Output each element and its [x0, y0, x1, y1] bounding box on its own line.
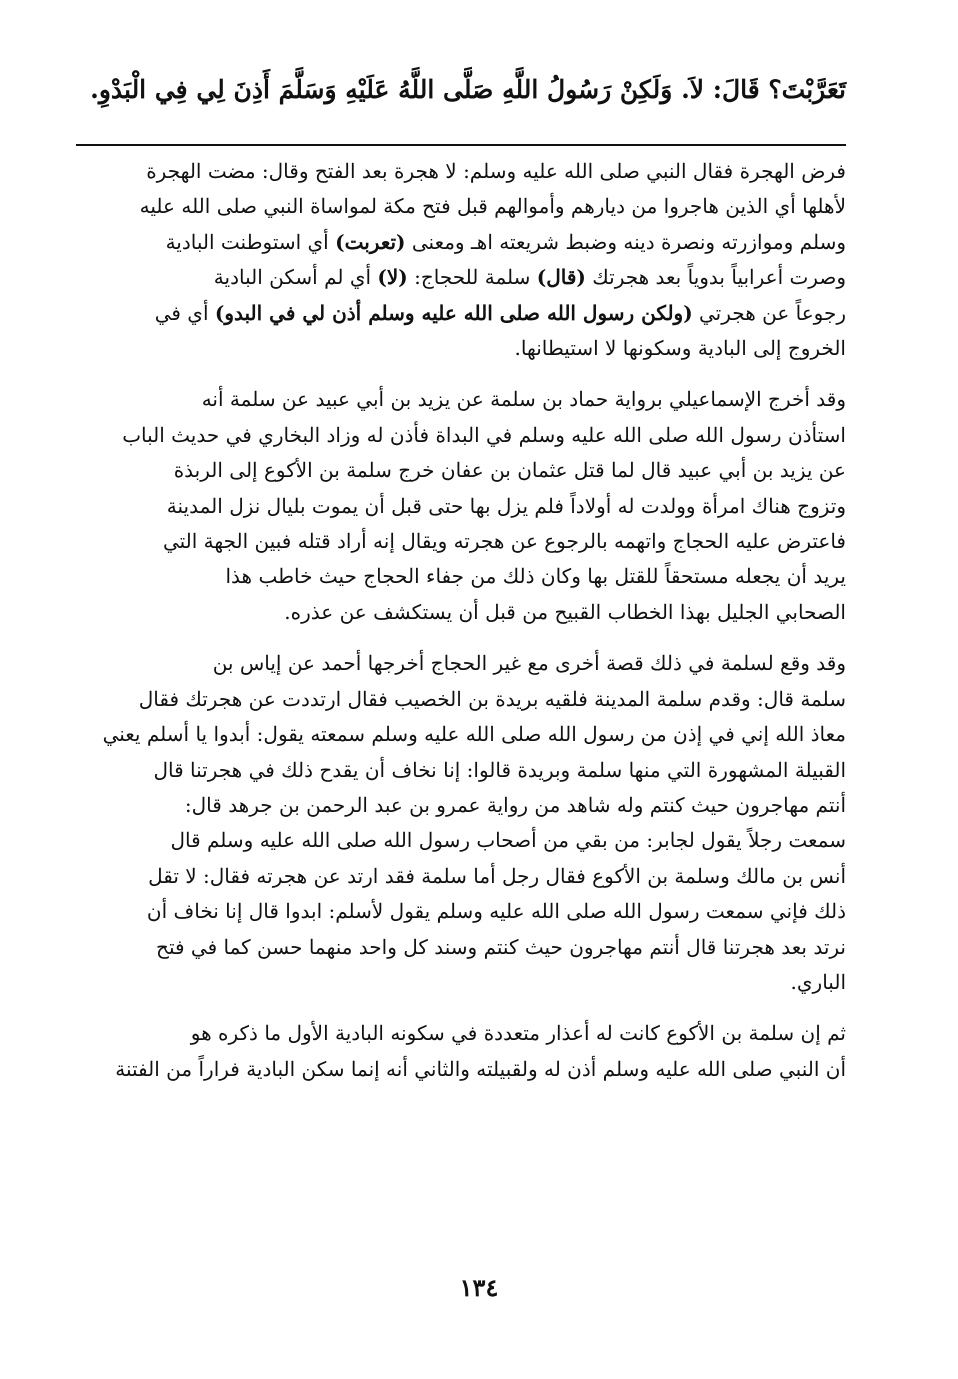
text-line: عن يزيد بن أبي عبيد قال لما قتل عثمان بن عفان خرج سلمة بن الأكوع إلى الربذة: [173, 458, 846, 483]
text-line: أنتم مهاجرون حيث كنتم وله شاهد من رواية عمرو بن عبد الرحمن بن جرهد قال:: [184, 792, 846, 817]
page-body: [78, 62, 846, 1087]
text-run: أي في: [154, 300, 209, 325]
text-line: ذلك فإني سمعت رسول الله صلى الله عليه وسلم يقول لأسلم: ابدوا قال إنا نخاف أن: [146, 899, 846, 924]
text-line: فاعترض عليه الحجاج واتهمه بالرجوع عن هجرته ويقال إنه أراد قتله فبين الجهة التي: [162, 529, 846, 554]
commentary-paragraph-3: [78, 646, 846, 1000]
text-run: سلمة للحجاج:: [414, 265, 531, 290]
text-run: رجوعاً عن هجرتي: [699, 300, 846, 325]
text-run: وسلم وموازرته ونصرة دينه وضبط شريعته اهـ ومعنى: [411, 229, 846, 254]
text-line: يريد أن يجعله مستحقاً للقتل بها وكان ذلك من جفاء الحجاج حيث خاطب هذا: [225, 564, 846, 589]
text-line: سمعت رجلاً يقول لجابر: من بقي من أصحاب رسول الله صلى الله عليه وسلم قال: [170, 828, 846, 853]
text-line: وقد أخرج الإسماعيلي برواية حماد بن سلمة عن يزيد بن أبي عبيد عن سلمة أنه: [201, 387, 846, 412]
commentary-paragraph-2: [78, 382, 846, 630]
text-line: [78, 260, 846, 295]
text-run: وصرت أعرابياً بدوياً بعد هجرتك: [592, 265, 846, 290]
commentary-paragraph-1: [78, 154, 846, 366]
text-line: [78, 296, 846, 331]
commentary-paragraph-4: [78, 1016, 846, 1087]
quoted-word: (لا): [377, 265, 408, 290]
text-run: أي لم أسكن البادية: [213, 265, 372, 290]
text-line: وتزوج هناك امرأة وولدت له أولاداً فلم يزل بها حتى قبل أن يموت بليال نزل المدينة: [166, 493, 846, 518]
text-line: استأذن رسول الله صلى الله عليه وسلم في البداة فأذن له وزاد البخاري في حديث الباب: [122, 422, 846, 447]
text-line: نرتد بعد هجرتنا قال أنتم مهاجرون حيث كنتم وسند كل واحد منهما حسن كما في فتح: [156, 934, 846, 959]
text-line: الصحابي الجليل بهذا الخطاب القبيح من قبل أن يستكشف عن عذره.: [284, 599, 846, 624]
text-line: الباري.: [790, 969, 846, 994]
hadith-text: تَعَرَّبْتَ؟ قَالَ: لاَ. وَلَكِنْ رَسُولُ اللَّهِ صَلَّى اللَّهُ عَلَيْهِ وَسَلَّمَ أَذِنَ لِي فِي الْبَدْوِ.: [90, 75, 846, 104]
text-run: أي استوطنت البادية: [165, 229, 329, 254]
text-line: القبيلة المشهورة التي منها سلمة وبريدة قالوا: إنا نخاف أن يقدح ذلك في هجرتنا قال: [153, 757, 846, 782]
text-line: أنس بن مالك وسلمة بن الأكوع فقال رجل أما سلمة فقد ارتد عن هجرته فقال: لا تقل: [148, 863, 846, 888]
text-line: لأهلها أي الذين هاجروا من ديارهم وأموالهم قبل فتح مكة لمواساة النبي صلى الله عليه: [139, 194, 846, 219]
separator-rule: [76, 144, 846, 146]
text-line: الخروج إلى البادية وسكونها لا استيطانها.: [514, 336, 846, 361]
quoted-phrase: (ولكن رسول الله صلى الله عليه وسلم أذن لي في البدو): [214, 300, 693, 325]
text-line: فرض الهجرة فقال النبي صلى الله عليه وسلم: لا هجرة بعد الفتح وقال: مضت الهجرة: [146, 159, 846, 183]
text-line: سلمة قال: وقدم سلمة المدينة فلقيه بريدة بن الخصيب فقال ارتددت عن هجرتك فقال: [138, 686, 846, 711]
text-line: وقد وقع لسلمة في ذلك قصة أخرى مع غير الحجاج أخرجها أحمد عن إياس بن: [212, 651, 846, 676]
text-line: ثم إن سلمة بن الأكوع كانت له أعذار متعددة في سكونه البادية الأول ما ذكره هو: [190, 1021, 846, 1046]
text-line: أن النبي صلى الله عليه وسلم أذن له ولقبيلته والثاني أنه إنما سكن البادية فراراً من الفتنة: [115, 1056, 846, 1081]
text-line: معاذ الله إني في إذن من رسول الله صلى الله عليه وسلم سمعته يقول: أبدوا يا أسلم يعني: [102, 722, 846, 747]
quoted-word: (تعربت): [335, 229, 406, 254]
text-line: [78, 225, 846, 260]
page-number: ١٣٤: [459, 1273, 499, 1302]
quoted-word: (قال): [536, 265, 586, 290]
